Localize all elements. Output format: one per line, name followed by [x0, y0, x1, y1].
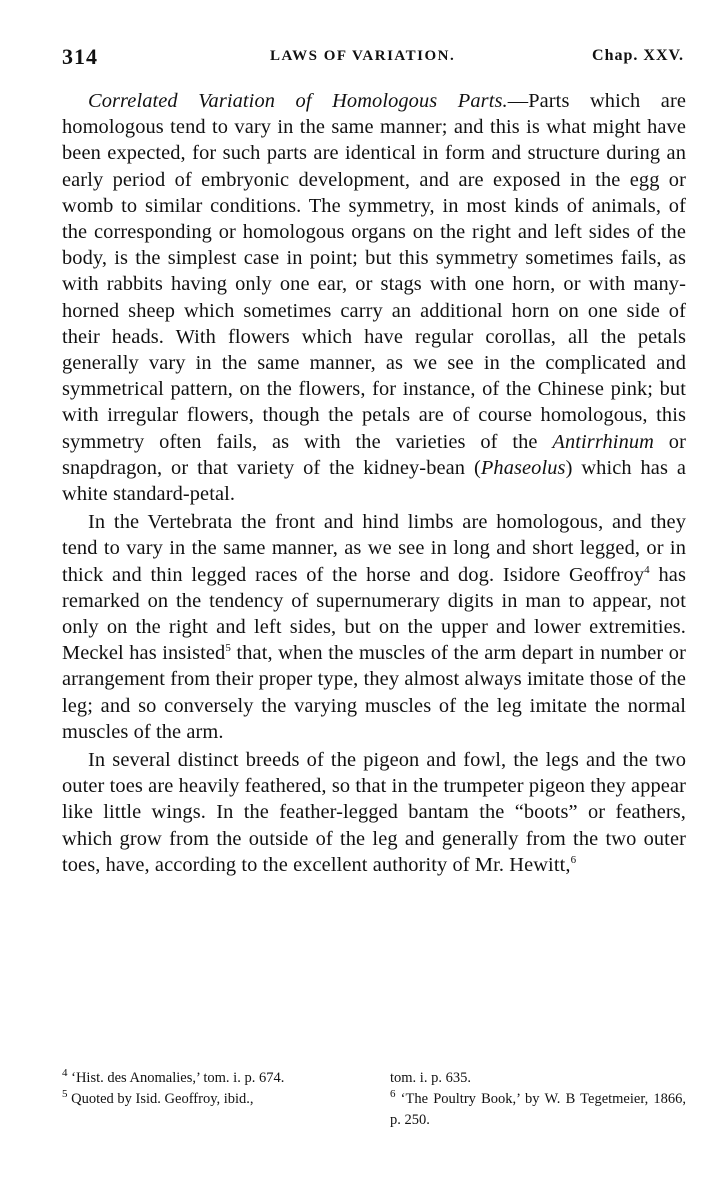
page-number: 314 [62, 44, 98, 69]
paragraph-text: In several distinct breeds of the pigeon and fowl, the legs and the two outer toes are heavily feathered, so that in the trumpeter pigeon they appear like little wings. In the feather-legged bantam the “boots” or feathers, which grow from the outside of the leg and generally from the two outer toes, have, according to the excellent authority of Mr. Hewitt, [62, 749, 686, 876]
paragraph-text: —Parts which are homologous tend to vary in the same manner; and this is what might have been expected, for such parts are identical in form and structure during an early period of embryonic development, and are exposed in the egg or womb to similar conditions. The symmetry, in most kinds of animals, of the corresponding or homologous organs on the right and left sides of the body, is the simplest case in point; but this symmetry sometimes fails, as with rabbits having only one ear, or stags with one horn, or with many-horned sheep which sometimes carry an additional horn on one side of their heads. With flowers which have regular corollas, all the petals generally vary in the same manner, as we see in the complicated and symmetrical pattern, on the flowers, for instance, of the Chinese pink; but with irregular flowers, though the petals are of course homologous, this symmetry often fails, as with the varieties of the [62, 90, 686, 453]
footnote [390, 1068, 686, 1089]
page-header [62, 44, 684, 74]
paragraph-text: that, when the muscles of the arm depart in number or arrangement from their proper type, they almost always imitate those of the leg; and so conversely the varying muscles of the leg imitate the normal muscles of the arm. [62, 642, 686, 743]
paragraph-text: In the Vertebrata the front and hind limbs are homologous, and they tend to vary in the same manner, as we see in long and short legged, or in thick and thin legged races of the horse and dog. Isidore Geoffroy [62, 511, 686, 586]
paragraph-1 [62, 88, 686, 507]
footnote-text: tom. i. p. 635. [390, 1070, 471, 1086]
footnote [62, 1068, 362, 1089]
paragraph-text: has remarked on the tendency of supernumerary digits in man to appear, not only on the right and left sides, but on the upper and lower extremities. Meckel has insisted [62, 563, 686, 665]
paragraph-2 [62, 509, 686, 745]
paragraph-text: ) which has a white standard-petal. [62, 456, 687, 506]
chapter-label: Chap. XXV. [592, 47, 684, 64]
footnote-mark: 6 [390, 1088, 396, 1101]
page-body [62, 88, 686, 878]
footnotes [62, 1068, 686, 1131]
footnote-mark: 5 [62, 1088, 68, 1101]
italic-term: Antirrhinum [552, 430, 654, 453]
footnotes-right-column [390, 1068, 686, 1131]
paragraph-3 [62, 747, 686, 878]
footnote-text: ‘The Poultry Book,’ by W. B Tegetmeier, 1866, p. 250. [390, 1091, 686, 1128]
footnote-text: ‘Hist. des Anomalies,’ tom. i. p. 674. [67, 1070, 285, 1086]
footnote-ref[interactable]: 4 [644, 563, 650, 576]
footnote-ref[interactable]: 5 [225, 642, 231, 655]
footnote-ref[interactable]: 6 [570, 854, 577, 867]
footnote [390, 1089, 686, 1131]
footnote-text: Quoted by Isid. Geoffroy, ibid., [67, 1091, 254, 1107]
footnote-mark: 4 [62, 1067, 68, 1080]
paragraph-text: or snapdragon, or that variety of the kidney-bean ( [62, 430, 686, 479]
italic-term: Phaseolus [480, 456, 566, 479]
footnotes-left-column [62, 1068, 362, 1131]
running-title: LAWS OF VARIATION. [270, 48, 456, 64]
section-heading: Correlated Variation of Homologous Parts. [88, 90, 508, 112]
footnote [62, 1089, 362, 1110]
